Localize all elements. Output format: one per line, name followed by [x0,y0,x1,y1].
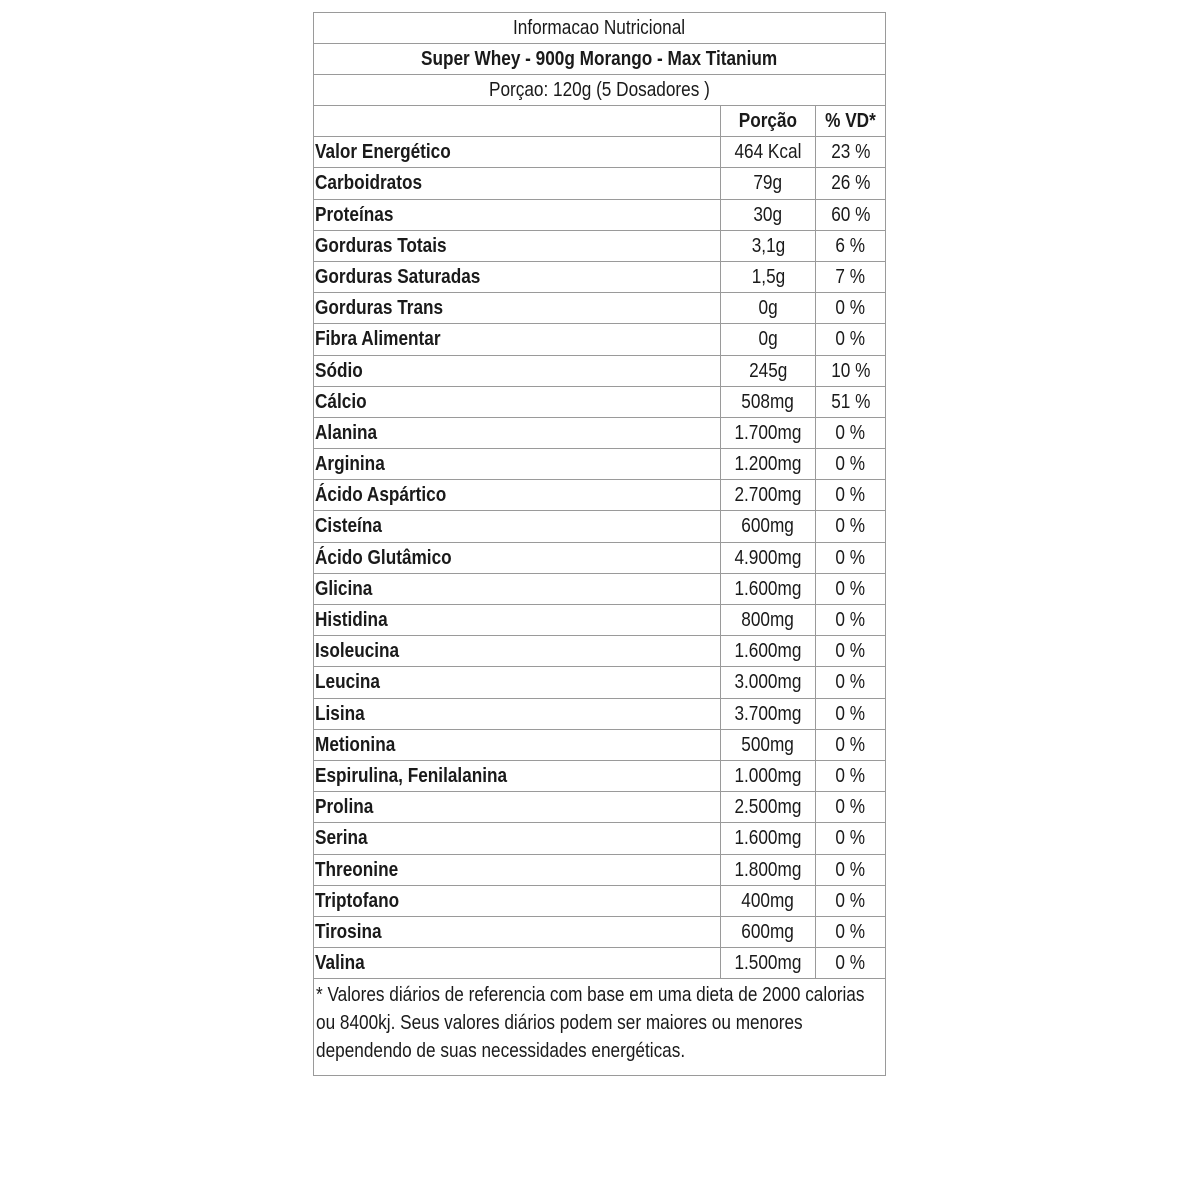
nutrient-row [314,262,885,293]
nutrient-porcao: 1.600mg [734,577,802,600]
nutrient-row [314,200,885,231]
nutrient-porcao-cell [721,917,816,947]
nutrient-row [314,449,885,480]
nutrient-vd-cell [816,387,885,417]
nutrient-porcao: 1,5g [751,265,785,288]
nutrient-vd-cell [816,948,885,978]
nutrient-vd-cell [816,917,885,947]
nutrient-vd: 0 % [835,858,866,881]
nutrient-name: Alanina [315,421,378,444]
nutrient-row [314,387,885,418]
nutrient-vd: 0 % [835,484,866,507]
nutrient-porcao: 3.700mg [734,702,802,725]
nutrient-name: Glicina [315,577,373,600]
nutrient-name-cell [314,324,721,354]
nutrient-vd: 0 % [835,640,866,663]
nutrient-name-cell [314,543,721,573]
nutrient-porcao-cell [721,823,816,853]
nutrient-vd-cell [816,792,885,822]
nutrient-name: Leucina [315,671,380,694]
nutrient-vd-cell [816,449,885,479]
nutrient-vd: 0 % [835,671,866,694]
nutrient-porcao: 1.600mg [734,640,802,663]
nutrient-porcao: 4.900mg [734,546,802,569]
nutrient-porcao-cell [721,543,816,573]
nutrient-vd: 0 % [835,297,866,320]
serving-size-row [314,75,885,106]
nutrient-vd-cell [816,168,885,198]
nutrient-row [314,761,885,792]
nutrient-vd: 10 % [830,359,871,382]
nutrient-vd: 0 % [835,577,866,600]
nutrient-porcao: 2.700mg [734,484,802,507]
nutrient-vd: 0 % [835,702,866,725]
serving-size: Porçao: 120g (5 Dosadores ) [489,79,710,101]
nutrient-porcao-cell [721,356,816,386]
nutrient-porcao: 1.500mg [734,952,802,975]
nutrient-name-cell [314,761,721,791]
nutrient-row [314,480,885,511]
nutrient-vd: 6 % [835,234,866,257]
footnote [314,979,885,1075]
nutrient-porcao: 3,1g [751,234,785,257]
nutrient-vd-cell [816,418,885,448]
nutrient-name: Histidina [315,609,388,631]
nutrient-vd: 0 % [835,827,866,850]
nutrient-name-cell [314,917,721,947]
nutrient-name: Valina [315,952,365,975]
nutrient-rows [314,137,885,979]
nutrient-vd-cell [816,137,885,167]
nutrient-porcao: 464 Kcal [734,141,802,164]
nutrient-vd-cell [816,761,885,791]
nutrient-porcao-cell [721,855,816,885]
nutrient-vd-cell [816,262,885,292]
nutrient-name: Triptofano [315,889,400,912]
nutrient-name: Lisina [315,702,365,725]
nutrient-name-cell [314,200,721,230]
nutrient-porcao: 245g [748,359,788,382]
nutrient-vd-cell [816,543,885,573]
nutrient-porcao-cell [721,168,816,198]
nutrient-vd-cell [816,605,885,635]
nutrient-name-cell [314,855,721,885]
nutrient-vd: 0 % [835,952,866,975]
nutrient-porcao: 30g [753,203,783,226]
nutrient-row [314,324,885,355]
nutrient-vd: 26 % [830,172,871,195]
nutrient-name: Isoleucina [315,640,400,663]
nutrition-label [313,12,886,1076]
nutrient-vd: 0 % [835,546,866,569]
nutrient-porcao-cell [721,137,816,167]
nutrient-porcao-cell [721,699,816,729]
nutrient-porcao-cell [721,449,816,479]
nutrient-name: Serina [315,827,368,850]
footnote-text: * Valores diários de referencia com base em uma dieta de 2000 calorias ou 8400kj. Seus valores diários podem ser maiores ou menores dependendo de suas necessidades energéticas. [316,984,865,1063]
nutrient-porcao: 800mg [741,609,795,631]
nutrient-vd: 0 % [835,733,866,756]
nutrient-vd-cell [816,855,885,885]
nutrient-name-cell [314,667,721,697]
nutrient-porcao-cell [721,293,816,323]
nutrient-row [314,855,885,886]
nutrient-row [314,168,885,199]
nutrient-row [314,574,885,605]
nutrient-name-cell [314,823,721,853]
nutrient-name: Fibra Alimentar [315,328,441,351]
nutrient-name: Tirosina [315,920,382,943]
nutrient-row [314,823,885,854]
nutrient-name-cell [314,168,721,198]
nutrient-name: Ácido Aspártico [315,484,447,507]
nutrient-vd: 51 % [830,390,871,413]
nutrient-row [314,730,885,761]
nutrient-porcao: 3.000mg [734,671,802,694]
nutrient-vd: 0 % [835,889,866,912]
nutrient-row [314,886,885,917]
nutrient-vd-cell [816,574,885,604]
nutrient-vd-cell [816,356,885,386]
nutrient-porcao: 600mg [741,920,795,943]
nutrient-porcao-cell [721,262,816,292]
nutrient-name: Proteínas [315,203,394,226]
label-title: Informacao Nutricional [513,17,686,39]
nutrient-row [314,636,885,667]
nutrient-vd-cell [816,636,885,666]
nutrient-vd-cell [816,324,885,354]
nutrient-vd: 0 % [835,609,866,631]
nutrient-porcao: 508mg [741,390,795,413]
nutrient-vd: 60 % [830,203,871,226]
nutrient-name-cell [314,511,721,541]
column-header-nutrient [314,106,721,136]
label-title-row [314,13,885,44]
nutrient-row [314,605,885,636]
nutrient-row [314,948,885,979]
nutrient-name: Gorduras Saturadas [315,265,481,288]
nutrient-name: Carboidratos [315,172,423,195]
nutrient-row [314,792,885,823]
nutrient-name-cell [314,387,721,417]
nutrient-vd: 0 % [835,920,866,943]
nutrient-name: Valor Energético [315,141,451,164]
nutrient-row [314,231,885,262]
nutrient-name: Gorduras Trans [315,297,444,320]
nutrient-porcao-cell [721,418,816,448]
nutrient-porcao-cell [721,480,816,510]
nutrient-vd-cell [816,886,885,916]
nutrient-porcao-cell [721,761,816,791]
nutrient-porcao: 1.700mg [734,421,802,444]
nutrient-porcao-cell [721,387,816,417]
nutrient-vd: 7 % [835,265,866,288]
nutrient-porcao: 1.600mg [734,827,802,850]
nutrient-vd: 0 % [835,328,866,351]
product-name: Super Whey - 900g Morango - Max Titanium [421,48,778,70]
nutrient-name-cell [314,699,721,729]
nutrient-vd-cell [816,293,885,323]
nutrient-name-cell [314,293,721,323]
nutrient-vd-cell [816,480,885,510]
nutrient-name-cell [314,356,721,386]
nutrient-vd-cell [816,823,885,853]
nutrient-porcao-cell [721,200,816,230]
nutrient-name-cell [314,886,721,916]
nutrient-porcao-cell [721,667,816,697]
nutrient-porcao: 79g [753,172,783,195]
nutrient-name-cell [314,262,721,292]
nutrient-name: Gorduras Totais [315,234,447,257]
nutrient-porcao: 0g [758,328,778,351]
nutrient-vd: 23 % [830,141,871,164]
product-name-row [314,44,885,75]
nutrient-vd-cell [816,730,885,760]
nutrient-porcao: 500mg [741,733,795,756]
nutrient-porcao: 1.200mg [734,453,802,476]
nutrient-name-cell [314,792,721,822]
nutrient-vd-cell [816,511,885,541]
nutrient-name-cell [314,231,721,261]
column-header-vd-label: % VD* [825,110,876,132]
nutrient-row [314,667,885,698]
column-header-vd [816,106,885,136]
nutrient-porcao-cell [721,511,816,541]
nutrient-name-cell [314,605,721,635]
nutrient-porcao-cell [721,886,816,916]
nutrient-name-cell [314,574,721,604]
nutrient-porcao-cell [721,324,816,354]
nutrient-vd: 0 % [835,764,866,787]
nutrient-name-cell [314,730,721,760]
nutrient-name: Metionina [315,733,396,756]
nutrient-row [314,418,885,449]
nutrient-porcao-cell [721,231,816,261]
nutrient-vd: 0 % [835,796,866,819]
column-header-porcao [721,106,816,136]
nutrient-name: Arginina [315,453,385,476]
nutrient-name: Sódio [315,359,363,382]
nutrient-vd-cell [816,200,885,230]
nutrient-row [314,917,885,948]
nutrient-row [314,293,885,324]
nutrient-vd-cell [816,699,885,729]
nutrient-porcao: 0g [758,297,778,320]
nutrient-porcao: 400mg [741,889,795,912]
nutrient-vd: 0 % [835,515,866,538]
nutrient-name: Espirulina, Fenilalanina [315,764,508,787]
nutrient-porcao-cell [721,792,816,822]
nutrient-row [314,137,885,168]
nutrient-name: Ácido Glutâmico [315,546,452,569]
nutrient-porcao: 1.000mg [734,764,802,787]
column-header-row [314,106,885,137]
nutrient-porcao: 2.500mg [734,796,802,819]
nutrient-vd-cell [816,667,885,697]
nutrient-name-cell [314,137,721,167]
nutrient-name-cell [314,480,721,510]
nutrient-vd: 0 % [835,421,866,444]
nutrient-vd: 0 % [835,453,866,476]
nutrient-name: Prolina [315,796,374,819]
column-header-porcao-label: Porção [738,110,798,132]
nutrient-name-cell [314,449,721,479]
nutrient-name: Cisteína [315,515,382,538]
nutrient-name: Threonine [315,858,399,881]
nutrient-vd-cell [816,231,885,261]
nutrient-row [314,356,885,387]
nutrient-porcao-cell [721,574,816,604]
nutrient-name-cell [314,636,721,666]
nutrient-porcao: 1.800mg [734,858,802,881]
nutrient-name-cell [314,418,721,448]
nutrient-name-cell [314,948,721,978]
nutrient-row [314,699,885,730]
nutrient-porcao-cell [721,730,816,760]
nutrient-porcao-cell [721,605,816,635]
nutrient-row [314,543,885,574]
nutrient-porcao-cell [721,948,816,978]
nutrient-porcao: 600mg [741,515,795,538]
nutrient-row [314,511,885,542]
nutrient-porcao-cell [721,636,816,666]
nutrient-name: Cálcio [315,390,367,413]
